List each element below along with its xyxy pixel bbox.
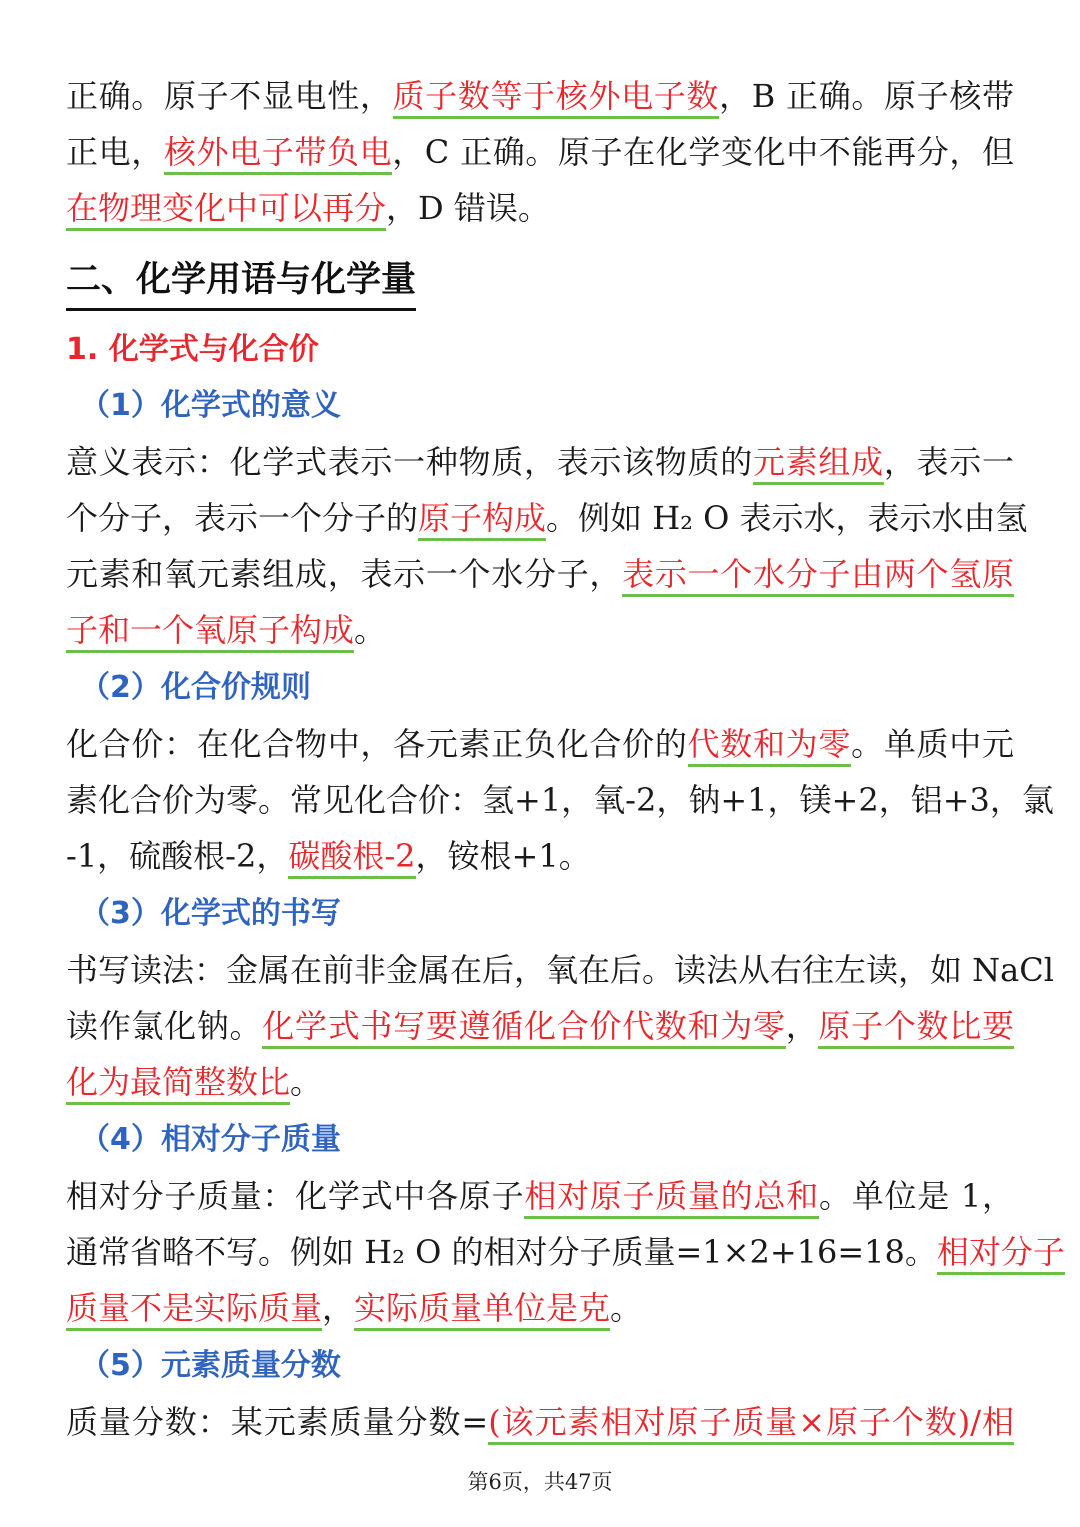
topic-heading: （3）化学式的书写 bbox=[80, 896, 341, 931]
highlight: 化为最简整数比 bbox=[66, 1063, 290, 1105]
paragraph-line: 读作氯化钠。化学式书写要遵循化合价代数和为零，原子个数比要 bbox=[66, 998, 1014, 1054]
topic-heading: （4）相对分子质量 bbox=[80, 1122, 341, 1157]
highlight: 代数和为零 bbox=[688, 725, 852, 767]
highlight: 化学式书写要遵循化合价代数和为零 bbox=[262, 1007, 785, 1049]
paragraph-line: 正电，核外电子带负电，C 正确。原子在化学变化中不能再分，但 bbox=[66, 124, 1014, 180]
paragraph-line: 子和一个氧原子构成。 bbox=[66, 602, 1014, 658]
topic-heading: （5）元素质量分数 bbox=[80, 1348, 341, 1383]
paragraph-line: 个分子，表示一个分子的原子构成。例如 H₂ O 表示水，表示水由氢 bbox=[66, 490, 1014, 546]
page-number: 第6页，共47页 bbox=[467, 1470, 613, 1494]
topic-heading: （1）化学式的意义 bbox=[80, 388, 341, 423]
highlight: 质子数等于核外电子数 bbox=[393, 77, 720, 119]
highlight: 相对原子质量的总和 bbox=[524, 1177, 819, 1219]
paragraph-line: 元素和氧元素组成，表示一个水分子，表示一个水分子由两个氢原 bbox=[66, 546, 1014, 602]
highlight: (该元素相对原子质量×原子个数)/相 bbox=[488, 1403, 1014, 1445]
paragraph-line: 化合价：在化合物中，各元素正负化合价的代数和为零。单质中元 bbox=[66, 716, 1014, 772]
paragraph-line: 化为最简整数比。 bbox=[66, 1054, 1014, 1110]
highlight: 碳酸根-2 bbox=[288, 837, 415, 879]
subsection-title: 1. 化学式与化合价 bbox=[66, 332, 319, 367]
paragraph-line: 质量分数：某元素质量分数=(该元素相对原子质量×原子个数)/相 bbox=[66, 1394, 1014, 1450]
highlight: 原子个数比要 bbox=[818, 1007, 1014, 1049]
highlight: 子和一个氧原子构成 bbox=[66, 611, 354, 653]
paragraph-line: -1，硫酸根-2，碳酸根-2，铵根+1。 bbox=[66, 828, 1014, 884]
paragraph-line: 通常省略不写。例如 H₂ O 的相对分子质量=1×2+16=18。相对分子 bbox=[66, 1224, 1014, 1280]
paragraph-line: 书写读法：金属在前非金属在后，氧在后。读法从右往左读，如 NaCl bbox=[66, 951, 1054, 989]
topic-heading: （2）化合价规则 bbox=[80, 670, 311, 705]
paragraph-line: 素化合价为零。常见化合价：氢+1，氧-2，钠+1，镁+2，铝+3，氯 bbox=[66, 781, 1054, 819]
highlight: 质量不是实际质量 bbox=[66, 1289, 322, 1331]
paragraph-line: 意义表示：化学式表示一种物质，表示该物质的元素组成，表示一 bbox=[66, 434, 1014, 490]
section-title: 二、化学用语与化学量 bbox=[66, 252, 416, 311]
highlight: 原子构成 bbox=[418, 499, 546, 541]
highlight: 核外电子带负电 bbox=[164, 133, 392, 175]
highlight: 元素组成 bbox=[753, 443, 884, 485]
highlight: 表示一个水分子由两个氢原 bbox=[622, 555, 1014, 597]
highlight: 在物理变化中可以再分 bbox=[66, 189, 386, 231]
paragraph-line: 在物理变化中可以再分，D 错误。 bbox=[66, 180, 1014, 236]
highlight: 实际质量单位是克 bbox=[354, 1289, 610, 1331]
paragraph-line: 质量不是实际质量，实际质量单位是克。 bbox=[66, 1280, 1014, 1336]
paragraph-line: 相对分子质量：化学式中各原子相对原子质量的总和。单位是 1， bbox=[66, 1168, 1014, 1224]
highlight: 相对分子 bbox=[937, 1233, 1065, 1275]
paragraph-line: 正确。原子不显电性，质子数等于核外电子数，B 正确。原子核带 bbox=[66, 68, 1014, 124]
